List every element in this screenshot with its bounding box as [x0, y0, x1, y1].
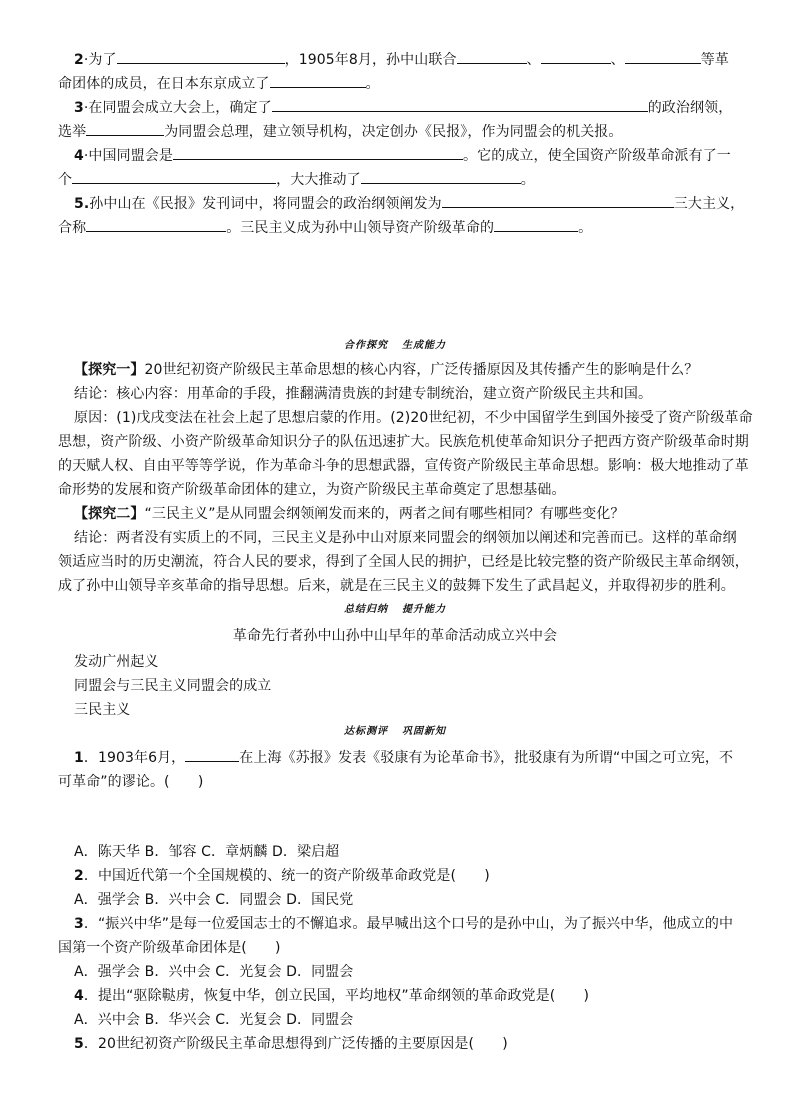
q2-blank-purpose[interactable] [117, 49, 285, 64]
fill-q5-line2 [58, 216, 748, 240]
q2-text-g: 。 [365, 76, 380, 92]
quiz-q4-options[interactable]: A．兴中会 B．华兴会 C．光复会 D．同盟会 [74, 1012, 354, 1028]
inquiry2-tag: 【探究二】 [74, 506, 145, 522]
q2-blank-org1[interactable] [457, 49, 527, 64]
quiz-q1-number: 1 [74, 750, 84, 766]
quiz-q1-line2: 可革命”的谬论。( ) [58, 774, 204, 790]
quiz-q1-text-a: ．1903年6月， [83, 750, 186, 766]
q2-text-a: ·为了 [83, 52, 117, 68]
q4-blank-nature[interactable] [173, 145, 463, 160]
inquiry1-reason-line1: 原因：(1)戊戌变法在社会上起了思想启蒙的作用。(2)20世纪初，不少中国留学生到国外接受了资产阶级革命 [74, 410, 753, 426]
q3-number: 3 [74, 100, 84, 116]
inquiry1-question: 20世纪初资产阶级民主革命思想的核心内容，广泛传播原因及其传播产生的影响是什么？ [144, 362, 699, 378]
fill-q5-line1 [74, 192, 764, 216]
section2-left: 总结归纳 [344, 604, 388, 615]
q3-blank-leader[interactable] [86, 121, 164, 136]
quiz-q3-text-1: ．“振兴中华”是每一位爱国志士的不懈追求。最早喊出这个口号的是孙中山，为了振兴中华，他成立的中 [83, 916, 734, 932]
inquiry2-line3: 成了孙中山领导辛亥革命的指导思想。后来，就是在三民主义的鼓舞下发生了武昌起义，并取得初步的胜利。 [58, 578, 735, 594]
q5-number: 5. [74, 196, 90, 212]
q3-text-a: ·在同盟会成立大会上，确定了 [83, 100, 272, 116]
q2-blank-org3[interactable] [625, 49, 701, 64]
q5-blank-called[interactable] [86, 217, 226, 232]
q5-text-b: 三大主义， [673, 196, 745, 212]
q2-text-e: 等革 [700, 52, 729, 68]
q3-text-c: 选举 [58, 124, 87, 140]
q2-text-b: ，1905年8月，孙中山联合 [284, 52, 457, 68]
q4-text-b: 。它的成立，使全国资产阶级革命派有了一 [463, 148, 731, 164]
inquiry1-tag: 【探究一】 [74, 362, 145, 378]
summary-line2: 同盟会与三民主义同盟会的成立 [74, 678, 272, 694]
quiz-q3-number: 3 [74, 916, 84, 932]
quiz-q1-line1 [74, 746, 764, 770]
q5-text-c: 合称 [58, 220, 87, 236]
quiz-q4-text: ．提出“驱除鞑虏，恢复中华，创立民国，平均地权”革命纲领的革命政党是( ) [83, 988, 590, 1004]
section1-right: 生成能力 [402, 340, 446, 351]
section-heading-summary [0, 602, 790, 618]
quiz-q5-number: 5 [74, 1036, 84, 1052]
quiz-q4-number: 4 [74, 988, 84, 1004]
section3-left: 达标测评 [344, 726, 388, 737]
q2-text-f: 命团体的成员，在日本东京成立了 [58, 76, 270, 92]
inquiry2-title [74, 502, 764, 526]
summary-line3: 三民主义 [74, 702, 131, 718]
quiz-q1-options[interactable]: A．陈天华 B．邹容 C．章炳麟 D．梁启超 [74, 844, 340, 860]
quiz-q2-options[interactable]: A．强学会 B．兴中会 C．同盟会 D．国民党 [74, 892, 354, 908]
fill-q2-line1 [74, 48, 764, 72]
quiz-q4 [74, 984, 764, 1008]
quiz-q1-blank[interactable] [185, 747, 239, 762]
quiz-q5-text: ．20世纪初资产阶级民主革命思想得到广泛传播的主要原因是( ) [83, 1036, 508, 1052]
q2-number: 2 [74, 52, 84, 68]
q5-text-d: 。三民主义成为孙中山领导资产阶级革命的 [226, 220, 495, 236]
quiz-q2 [74, 864, 764, 888]
inquiry1-conclusion: 结论：核心内容：用革命的手段，推翻满清贵族的封建专制统治，建立资产阶级民主共和国。 [74, 386, 653, 402]
q2-blank-org2[interactable] [541, 49, 611, 64]
quiz-q1-text-b: 在上海《苏报》发表《驳康有为论革命书》，批驳康有为所谓“中国之可立宪，不 [239, 750, 734, 766]
section-heading-explore [0, 338, 790, 354]
quiz-q3-line2: 国第一个资产阶级革命团体是( ) [58, 940, 281, 956]
q5-blank-role[interactable] [494, 217, 578, 232]
q4-blank-significance[interactable] [72, 169, 276, 184]
q4-text-d: ，大大推动了 [276, 172, 361, 188]
fill-q3-line1 [74, 96, 764, 120]
inquiry2-question: “三民主义”是从同盟会纲领阐发而来的，两者之间有哪些相同？有哪些变化？ [144, 506, 625, 522]
q4-number: 4 [74, 148, 84, 164]
section-heading-quiz [0, 724, 790, 740]
q5-blank-three[interactable] [442, 193, 674, 208]
quiz-q3-options[interactable]: A．强学会 B．兴中会 C．光复会 D．同盟会 [74, 964, 354, 980]
section2-right: 提升能力 [402, 604, 446, 615]
quiz-q5 [74, 1032, 764, 1056]
q5-text-a: 孙中山在《民报》发刊词中，将同盟会的政治纲领阐发为 [89, 196, 442, 212]
q4-blank-effect[interactable] [361, 169, 521, 184]
section1-left: 合作探究 [344, 340, 388, 351]
fill-q4-line1 [74, 144, 764, 168]
fill-q4-line2 [58, 168, 748, 192]
q2-text-c: 、 [526, 52, 541, 68]
q4-text-e: 。 [520, 172, 535, 188]
quiz-q2-number: 2 [74, 868, 84, 884]
section3-right: 巩固新知 [402, 726, 446, 737]
q3-blank-program[interactable] [272, 97, 648, 112]
fill-q2-line2 [58, 72, 748, 96]
summary-line1: 发动广州起义 [74, 654, 159, 670]
summary-center-line: 革命先行者孙中山孙中山早年的革命活动成立兴中会 [232, 628, 558, 644]
quiz-q2-text: ．中国近代第一个全国规模的、统一的资产阶级革命政党是( ) [83, 868, 490, 884]
inquiry1-title [74, 358, 764, 382]
inquiry2-line2: 领适应当时的历史潮流，符合人民的要求，得到了全国人民的拥护，已经是比较完整的资产阶级民主革命纲领， [58, 554, 749, 570]
q4-text-c: 个 [58, 172, 73, 188]
q2-text-d: 、 [610, 52, 625, 68]
fill-q3-line2 [58, 120, 748, 144]
q3-text-b: 的政治纲领， [647, 100, 733, 116]
q3-text-d: 为同盟会总理，建立领导机构，决定创办《民报》，作为同盟会的机关报。 [164, 124, 623, 140]
q2-blank-founded[interactable] [270, 73, 366, 88]
q5-text-e: 。 [578, 220, 593, 236]
inquiry1-reason-line4: 命形势的发展和资产阶级革命团体的建立，为资产阶级民主革命奠定了思想基础。 [58, 482, 566, 498]
inquiry1-reason-line2: 思想，资产阶级、小资产阶级革命知识分子的队伍迅速扩大。民族危机使革命知识分子把西方资产阶级革命时期 [58, 434, 749, 450]
inquiry2-line1: 结论：两者没有实质上的不同，三民主义是孙中山对原来同盟会的纲领加以阐述和完善而已。这样的革命纲 [74, 530, 737, 546]
q4-text-a: ·中国同盟会是 [83, 148, 173, 164]
quiz-q3-line1 [74, 912, 764, 936]
inquiry1-reason-line3: 的天赋人权、自由平等等学说，作为革命斗争的思想武器，宣传资产阶级民主革命思想。影响：极大地推动了革 [58, 458, 749, 474]
